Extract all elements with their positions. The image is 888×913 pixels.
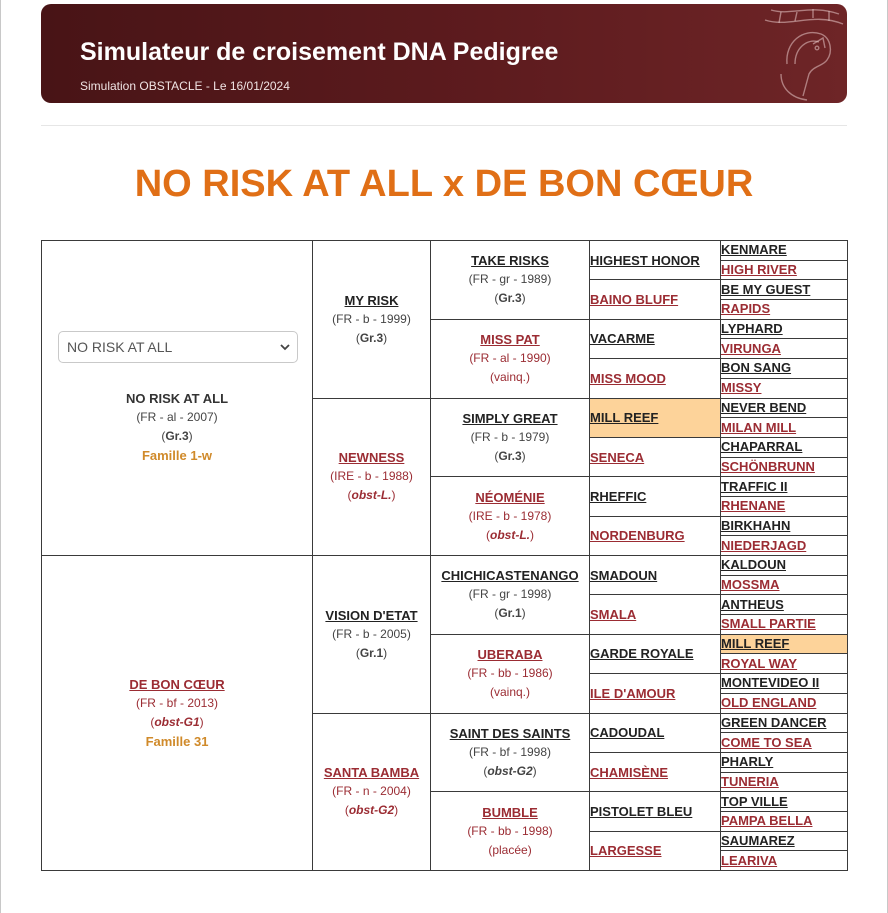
pedigree-cell-gen4 <box>590 595 721 634</box>
dam-cell <box>42 556 313 871</box>
sire-performance: (Gr.3) <box>161 429 193 443</box>
horse-name-link[interactable]: BIRKHAHN <box>721 517 791 533</box>
horse-name-link[interactable]: NEWNESS <box>338 450 405 466</box>
horse-name-link[interactable]: TUNERIA <box>721 773 779 789</box>
pedigree-cell-gen5 <box>721 378 848 398</box>
horse-details: (FR - b - 1979) <box>470 429 550 444</box>
horse-name-link[interactable]: BAINO BLUFF <box>590 292 679 308</box>
horse-details: (IRE - b - 1978) <box>468 508 552 523</box>
pedigree-cell-gen2 <box>313 241 431 399</box>
horse-performance: (obst-L.) <box>486 527 534 542</box>
horse-performance: (Gr.1) <box>355 645 388 660</box>
pedigree-cell-gen5 <box>721 733 848 753</box>
performance-label: obst-L. <box>490 527 530 542</box>
horse-name-link[interactable]: PISTOLET BLEU <box>590 803 693 819</box>
horse-details: (FR - gr - 1998) <box>468 587 552 602</box>
horse-name-link[interactable]: GARDE ROYALE <box>590 646 694 662</box>
horse-performance: (obst-G2) <box>483 763 537 778</box>
pedigree-cell-gen5 <box>721 693 848 713</box>
horse-name-link[interactable]: PHARLY <box>721 754 774 770</box>
horse-name-link[interactable]: VACARME <box>590 331 655 347</box>
horse-name-link[interactable]: CADOUDAL <box>590 725 665 741</box>
pedigree-cell-gen5 <box>721 792 848 812</box>
horse-name-link[interactable]: BUMBLE <box>482 804 538 820</box>
pedigree-cell-gen4 <box>590 831 721 870</box>
sire-name: NO RISK AT ALL <box>125 391 229 406</box>
pedigree-cell-gen5 <box>721 634 848 654</box>
pedigree-cell-gen4 <box>590 752 721 791</box>
pedigree-cell-gen5 <box>721 595 848 615</box>
horse-name-link[interactable]: RAPIDS <box>721 301 771 317</box>
horse-name-link[interactable]: HIGHEST HONOR <box>590 252 700 268</box>
pedigree-cell-gen3 <box>431 477 590 556</box>
pedigree-cell-gen4 <box>590 634 721 673</box>
horse-details: (FR - b - 1999) <box>332 311 411 326</box>
horse-performance: (Gr.3) <box>355 330 388 345</box>
horse-name-link[interactable]: ROYAL WAY <box>721 655 798 671</box>
pedigree-cell-gen4 <box>590 674 721 713</box>
pedigree-cell-gen5 <box>721 477 848 497</box>
horse-name-link[interactable]: UBERABA <box>477 647 543 663</box>
pedigree-cell-gen5 <box>721 418 848 438</box>
horse-performance: (Gr.1) <box>494 606 526 621</box>
horse-name-link[interactable]: BE MY GUEST <box>721 281 811 297</box>
horse-select-wrapper <box>58 331 296 363</box>
horse-name-link[interactable]: VIRUNGA <box>721 340 781 356</box>
horse-name-link[interactable]: MISS PAT <box>480 332 540 348</box>
horse-name-link[interactable]: CHAMISÈNE <box>590 764 669 780</box>
pedigree-cell-gen4 <box>590 319 721 358</box>
performance-label: Gr.3 <box>498 291 522 306</box>
performance-label: Gr.3 <box>359 330 384 345</box>
performance-label: obst-L. <box>351 488 392 503</box>
horse-name-link[interactable]: TOP VILLE <box>721 793 788 809</box>
horse-name-link[interactable]: MILL REEF <box>590 410 659 426</box>
horse-name-link[interactable]: LYPHARD <box>721 321 783 337</box>
pedigree-cell-gen5 <box>721 752 848 772</box>
horse-name-link[interactable]: BON SANG <box>721 360 792 376</box>
horse-name-link[interactable]: NÉOMÉNIE <box>475 489 545 505</box>
horse-details: (FR - gr - 1989) <box>468 272 552 287</box>
pedigree-cell-gen5 <box>721 556 848 576</box>
horse-name-link[interactable]: CHICHICASTENANGO <box>441 568 579 584</box>
pedigree-cell-gen5 <box>721 516 848 536</box>
horse-name-link[interactable]: COME TO SEA <box>721 734 812 750</box>
pedigree-cell-gen5 <box>721 772 848 792</box>
dam-performance: (obst-G1) <box>150 715 204 729</box>
horse-details: (FR - b - 2005) <box>332 626 411 641</box>
dam-famille: Famille 31 <box>145 734 209 749</box>
pedigree-cell-gen4 <box>590 398 721 437</box>
horse-name-link[interactable]: OLD ENGLAND <box>721 695 817 711</box>
horse-name-link[interactable]: PAMPA BELLA <box>721 813 813 829</box>
pedigree-cell-gen3 <box>431 319 590 398</box>
horse-performance: (vainq.) <box>489 370 531 385</box>
horse-name-link[interactable]: ILE D'AMOUR <box>590 685 676 701</box>
pedigree-cell-gen4 <box>590 280 721 319</box>
pedigree-cell-gen5 <box>721 654 848 674</box>
pedigree-cell-gen4 <box>590 437 721 476</box>
sire-select[interactable] <box>58 331 298 363</box>
horse-name-link[interactable]: CHAPARRAL <box>721 439 803 455</box>
horse-details: (FR - bb - 1986) <box>467 666 553 681</box>
dam-details: (FR - bf - 2013) <box>135 696 219 710</box>
horse-name-link[interactable]: SENECA <box>590 449 645 465</box>
pedigree-cell-gen5 <box>721 300 848 320</box>
horse-performance: (placée) <box>488 842 532 857</box>
pedigree-cell-gen5 <box>721 359 848 379</box>
pedigree-cell-gen5 <box>721 457 848 477</box>
horse-name-link[interactable]: MILAN MILL <box>721 419 797 435</box>
window-border-left <box>0 0 1 913</box>
horse-name-link[interactable]: KENMARE <box>721 242 787 258</box>
horse-performance: (vainq.) <box>489 685 531 700</box>
horse-name-link[interactable]: VISION D'ETAT <box>325 607 418 623</box>
horse-details: (FR - bb - 1998) <box>467 823 553 838</box>
pedigree-cell-gen4 <box>590 713 721 752</box>
pedigree-cell-gen5 <box>721 241 848 261</box>
pedigree-cell-gen5 <box>721 398 848 418</box>
pedigree-cell-gen5 <box>721 575 848 595</box>
performance-label: placée <box>492 842 528 857</box>
horse-name-link[interactable]: GREEN DANCER <box>721 714 827 730</box>
horse-details: (FR - al - 1990) <box>469 351 551 366</box>
horse-name-link[interactable]: SMALL PARTIE <box>721 616 816 632</box>
pedigree-cell-gen3 <box>431 792 590 871</box>
horse-details: (IRE - b - 1988) <box>330 469 413 484</box>
page-header <box>41 4 847 103</box>
horse-name-link[interactable]: RHEFFIC <box>590 488 647 504</box>
pedigree-cell-gen3 <box>431 634 590 713</box>
horse-details: (FR - bf - 1998) <box>468 744 552 759</box>
sire-cell <box>42 241 313 556</box>
pedigree-cell-gen5 <box>721 615 848 635</box>
pedigree-cell-gen3 <box>431 398 590 477</box>
horse-name-link[interactable]: NORDENBURG <box>590 528 685 544</box>
performance-label: Gr.1 <box>359 645 384 660</box>
pedigree-cell-gen3 <box>431 556 590 635</box>
pedigree-cell-gen4 <box>590 792 721 831</box>
pedigree-cell-gen4 <box>590 477 721 516</box>
dam-name-link[interactable]: DE BON CŒUR <box>129 677 225 692</box>
horse-name-link[interactable]: MOSSMA <box>721 577 780 593</box>
pedigree-cell-gen4 <box>590 241 721 280</box>
pedigree-cell-gen5 <box>721 713 848 733</box>
horse-name-link[interactable]: MISSY <box>721 380 762 396</box>
sire-details: (FR - al - 2007) <box>136 410 218 424</box>
horse-name-link[interactable]: SAINT DES SAINTS <box>449 725 571 741</box>
horse-name-link[interactable]: NEVER BEND <box>721 399 807 415</box>
horse-name-link[interactable]: SAUMAREZ <box>721 832 795 848</box>
performance-label: obst-G2 <box>348 803 395 818</box>
pedigree-cell-gen3 <box>431 241 590 320</box>
pedigree-cell-gen5 <box>721 260 848 280</box>
horse-name-link[interactable]: SANTA BAMBA <box>323 765 420 781</box>
horse-name-link[interactable]: ANTHEUS <box>721 596 784 612</box>
horse-name-link[interactable]: LEARIVA <box>721 852 778 868</box>
horse-details: (FR - n - 2004) <box>332 784 411 799</box>
performance-label: Gr.1 <box>498 606 522 621</box>
performance-label: vainq. <box>493 685 527 700</box>
pedigree-cell-gen5 <box>721 811 848 831</box>
horse-name-link[interactable]: SMALA <box>590 607 637 623</box>
sire-famille: Famille 1-w <box>141 448 213 463</box>
performance-label: obst-G2 <box>487 763 533 778</box>
horse-performance: (Gr.3) <box>494 448 526 463</box>
performance-label: vainq. <box>493 370 527 385</box>
pedigree-cell-gen2 <box>313 713 431 871</box>
app-title: Simulateur de croisement DNA Pedigree <box>80 38 559 66</box>
pedigree-cell-gen5 <box>721 851 848 871</box>
pedigree-cell-gen5 <box>721 831 848 851</box>
cross-title: NO RISK AT ALL x DE BON CŒUR <box>134 163 754 205</box>
horse-name-link[interactable]: MY RISK <box>344 292 399 308</box>
horse-performance: (Gr.3) <box>494 291 526 306</box>
horse-name-link[interactable]: KALDOUN <box>721 557 786 573</box>
horse-name-link[interactable]: NIEDERJAGD <box>721 537 807 553</box>
horse-name-link[interactable]: MILL REEF <box>721 636 790 652</box>
pedigree-cell-gen5 <box>721 674 848 694</box>
horse-name-link[interactable]: RHENANE <box>721 498 786 514</box>
horse-name-link[interactable]: LARGESSE <box>590 843 662 859</box>
pedigree-cell-gen4 <box>590 359 721 398</box>
pedigree-cell-gen3 <box>431 713 590 792</box>
horse-name-link[interactable]: TAKE RISKS <box>471 253 549 269</box>
horse-name-link[interactable]: MONTEVIDEO II <box>721 675 820 691</box>
pedigree-table <box>41 240 848 871</box>
performance-label: Gr.3 <box>498 448 522 463</box>
horse-name-link[interactable]: TRAFFIC II <box>721 478 788 494</box>
pedigree-cell-gen5 <box>721 437 848 457</box>
horse-name-link[interactable]: SCHÖNBRUNN <box>721 458 815 474</box>
pedigree-cell-gen5 <box>721 496 848 516</box>
horse-name-link[interactable]: MISS MOOD <box>590 370 666 386</box>
pedigree-cell-gen5 <box>721 319 848 339</box>
horse-name-link[interactable]: SIMPLY GREAT <box>462 410 558 426</box>
simulation-subtitle: Simulation OBSTACLE - Le 16/01/2024 <box>80 79 290 93</box>
pedigree-cell-gen4 <box>590 556 721 595</box>
pedigree-cell-gen2 <box>313 398 431 556</box>
header-divider <box>41 125 847 126</box>
horse-performance: (obst-G2) <box>344 803 399 818</box>
horse-name-link[interactable]: HIGH RIVER <box>721 262 797 278</box>
pedigree-cell-gen5 <box>721 280 848 300</box>
dna-horse-logo-icon <box>751 4 847 103</box>
horse-performance: (obst-L.) <box>347 488 396 503</box>
pedigree-cell-gen5 <box>721 536 848 556</box>
pedigree-cell-gen5 <box>721 339 848 359</box>
pedigree-cell-gen4 <box>590 516 721 555</box>
pedigree-cell-gen2 <box>313 556 431 714</box>
horse-name-link[interactable]: SMADOUN <box>590 567 658 583</box>
